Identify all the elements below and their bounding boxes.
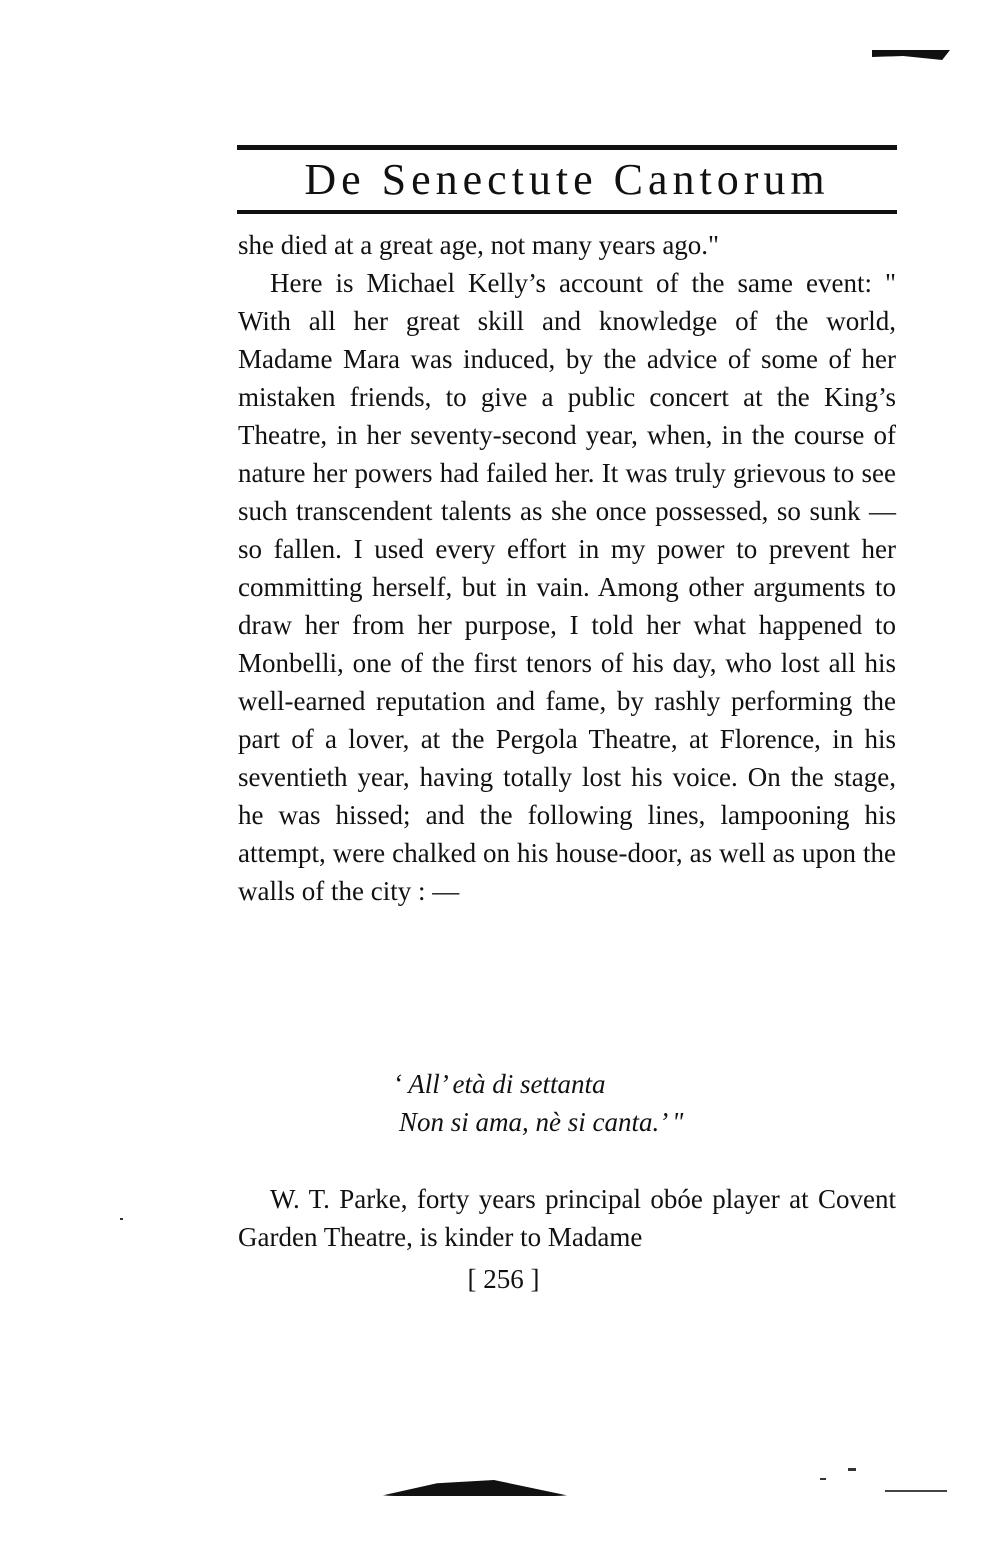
scan-speck [820,1478,826,1480]
body-text [238,226,896,910]
header-underline [237,210,897,214]
verse-line: ‘ All’ età di settanta [393,1069,606,1099]
ink-smudge-bottom [380,1480,570,1496]
page-number: [ 256 ] [467,1264,540,1294]
ink-smudge-top [872,50,950,60]
paragraph: W. T. Parke, forty years principal obóe player at Covent Garden Theatre, is kinder to Madame [238,1184,896,1252]
verse-line: Non si ama, nè si canta.’ " [399,1107,684,1137]
running-head: De Senectute Cantorum [304,155,830,204]
scan-speck [120,1218,123,1220]
scan-mark [885,1490,947,1492]
paragraph: she died at a great age, not many years ago." [238,230,720,260]
header-rule [237,145,897,150]
paragraph: Here is Michael Kelly’s account of the same event: " With all her great skill and knowledge of the world, Madame Mara was induced, by the advice of some of her mistaken friends, to give a public concert at the King’s Theatre, in her seventy-second year, when, in the course of nature her powers had failed her. It was truly grievous to see such transcendent talents as she once possessed, so sunk — so fallen. I used every effort in my power to prevent her committing herself, but in vain. Among other arguments to draw her from her purpose, I told her what happened to Monbelli, one of the first tenors of his day, who lost all his well-earned reputation and fame, by rashly performing the part of a lover, at the Pergola Theatre, at Florence, in his seventieth year, having totally lost his voice. On the stage, he was hissed; and the following lines, lampooning his attempt, were chalked on his house-door, as well as upon the walls of the city : — [238,268,896,906]
scan-speck [848,1468,856,1471]
quoted-verse [393,1065,813,1141]
body-text-continued [238,1180,896,1256]
